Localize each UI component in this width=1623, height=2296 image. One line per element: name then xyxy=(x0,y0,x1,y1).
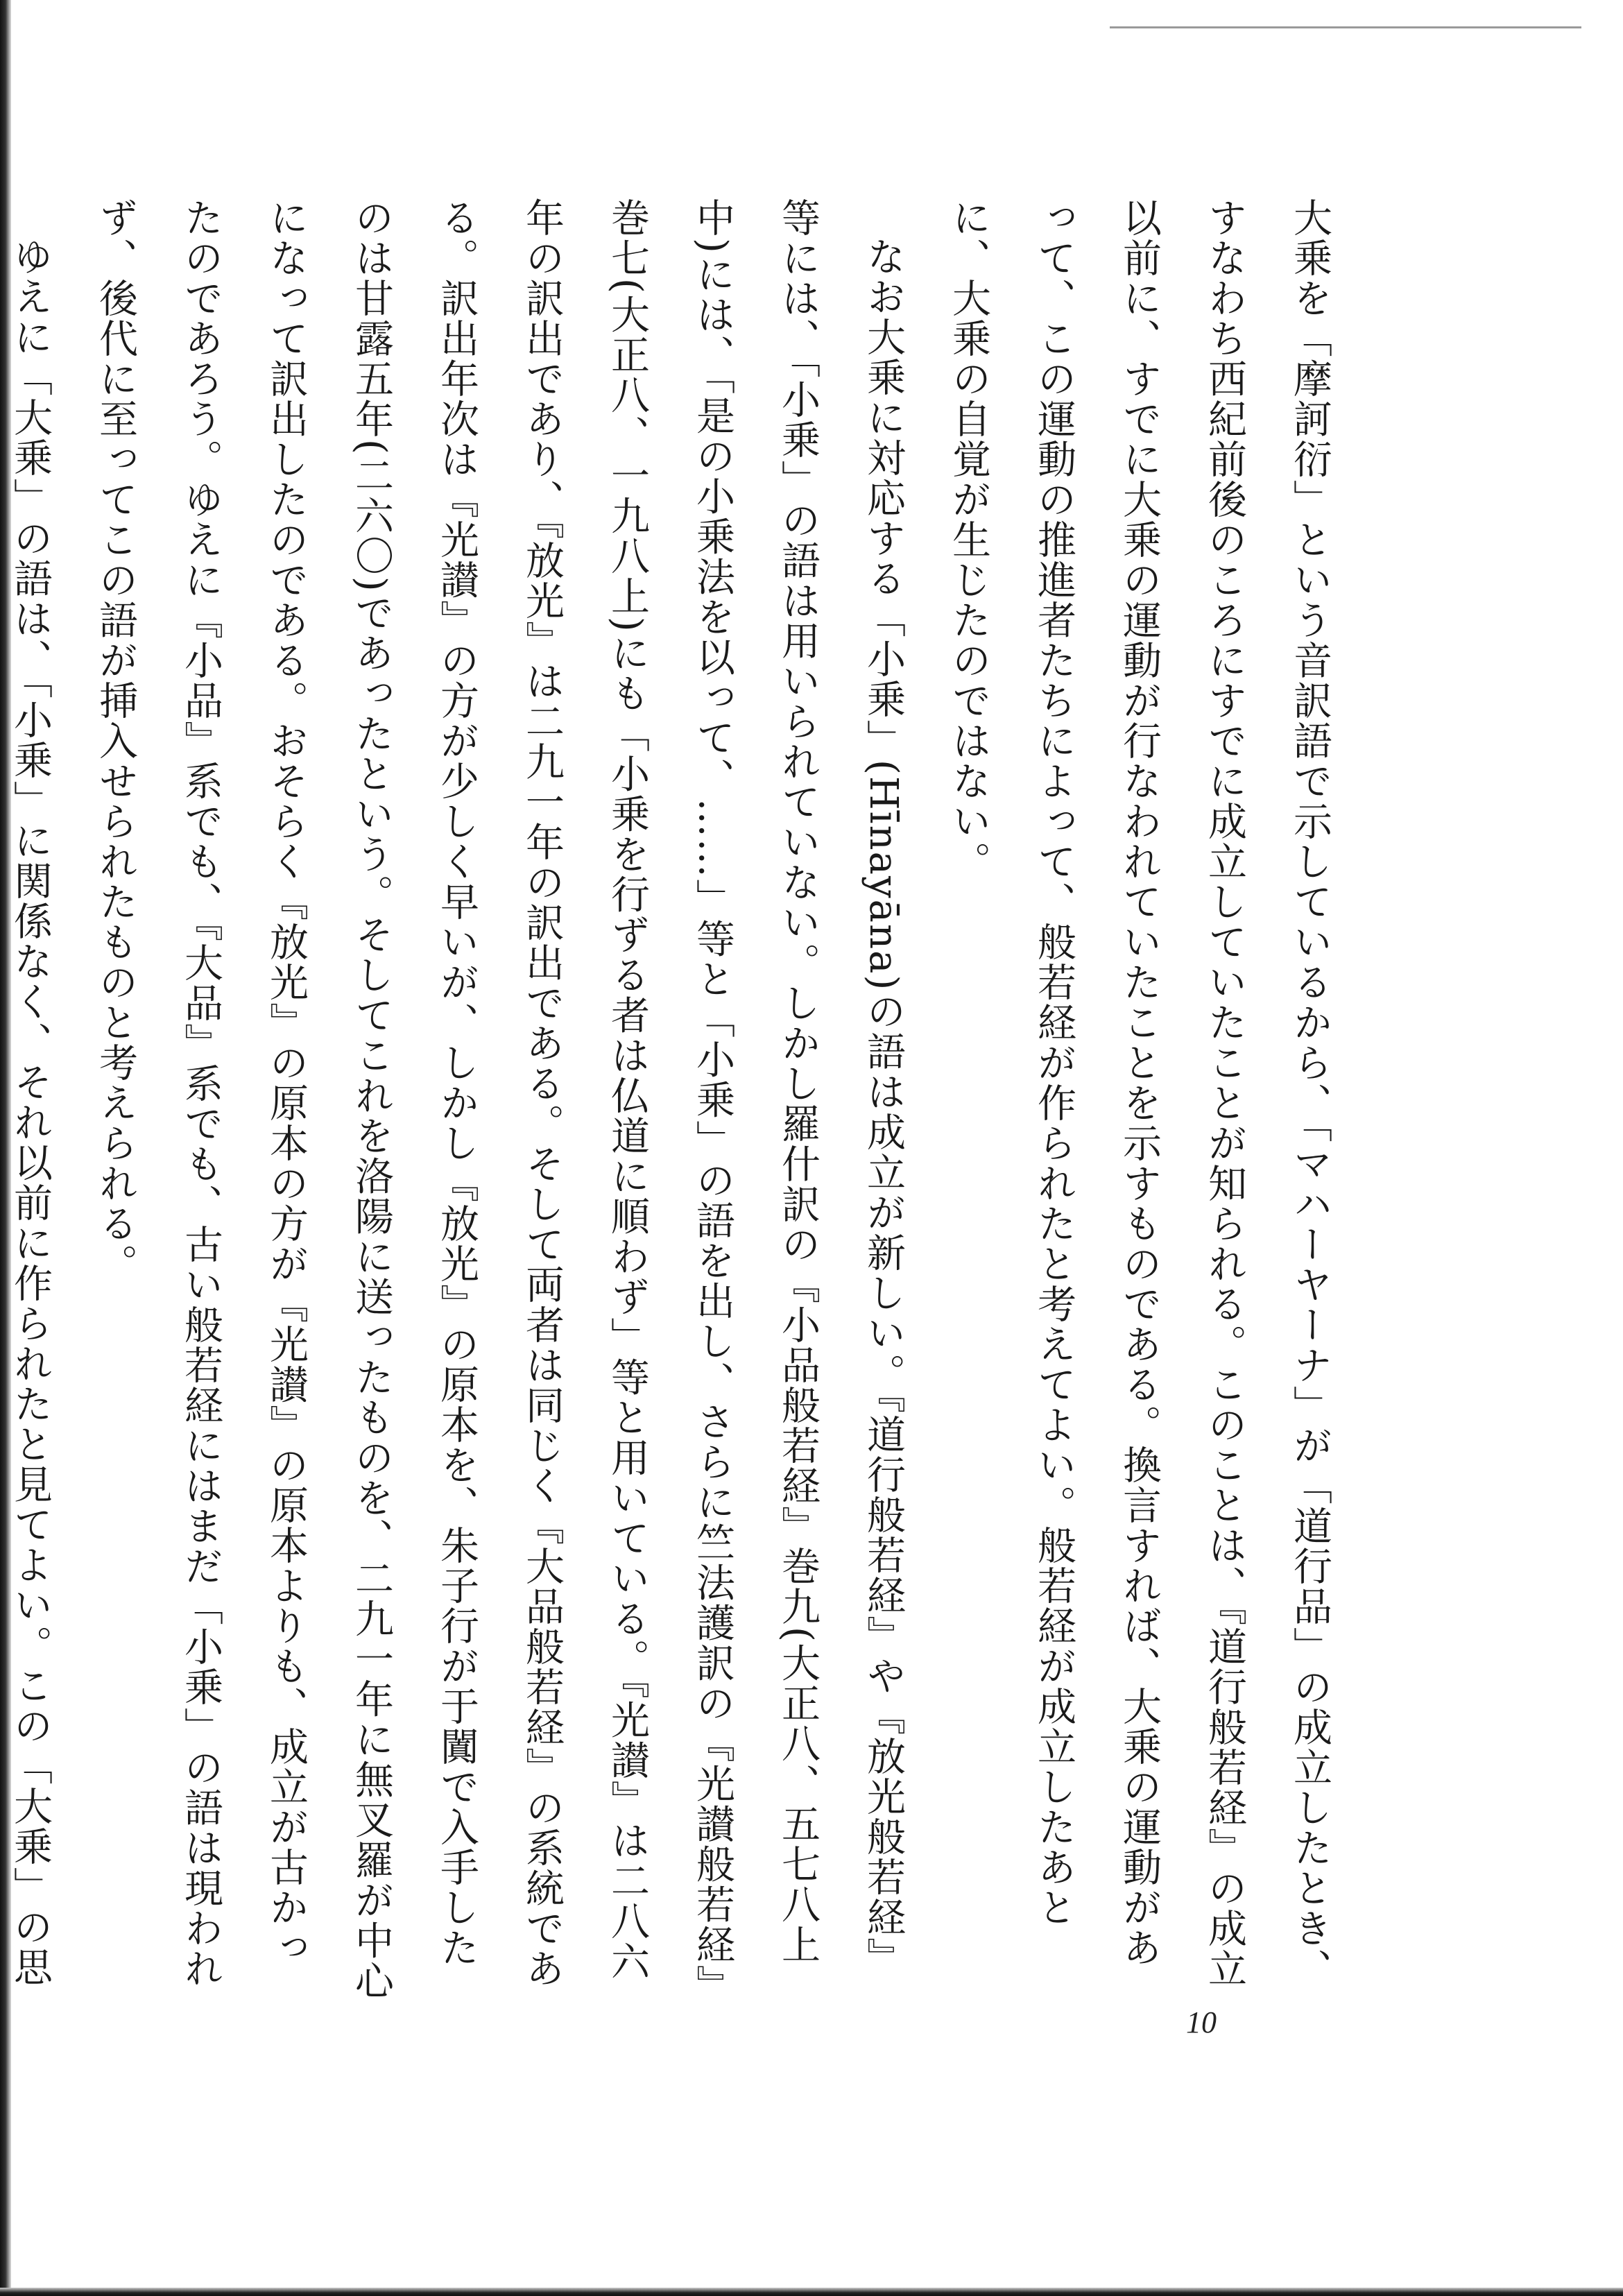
scan-bottom-edge xyxy=(0,2288,1623,2296)
scan-top-rule xyxy=(1110,26,1581,28)
page-number: 10 xyxy=(1186,2005,1217,2039)
vertical-body-text xyxy=(0,198,1352,2001)
paragraph-2: なお大乗に対応する「小乗」(Hīnayāna)の語は成立が新しい。『道行般若経』や『放光般若経』等には、「小乗」の語は用いられていない。しかし羅什訳の『小品般若経』巻九(大正八、五七八上中)には、「是の小乗法を以って、……」等と「小乗」の語を出し、さらに竺法護訳の『光讃般若経』巻七(大正八、一九八上)にも「小乗を行ずる者は仏道に順わず」等と用いている。『光讃』は二八六年の訳出であり、『放光』は二九一年の訳出である。そして両者は同じく『大品般若経』の系統である。訳出年次は『光讃』の方が少しく早いが、しかし『放光』の原本を、朱子行が于闐で入手したのは甘露五年(二六〇)であったという。そしてこれを洛陽に送ったものを、二九一年に無叉羅が中心になって訳出したのである。おそらく『放光』の原本の方が『光讃』の原本よりも、成立が古かったのであろう。ゆえに『小品』系でも、『大品』系でも、古い般若経にはまだ「小乗」の語は現われず、後代に至ってこの語が挿入せられたものと考えられる。 xyxy=(93,198,906,2001)
paragraph-1: 大乗を「摩訶衍」という音訳語で示しているから、「マハーヤーナ」が「道行品」の成立したとき、すなわち西紀前後のころにすでに成立していたことが知られる。このことは、『道行般若経』の成立以前に、すでに大乗の運動が行なわれていたことを示すものである。換言すれば、大乗の運動があって、この運動の推進者たちによって、般若経が作られたと考えてよい。般若経が成立したあとに、大乗の自覚が生じたのではない。 xyxy=(946,198,1332,1989)
paragraph-3: ゆえに「大乗」の語は、「小乗」に関係なく、それ以前に作られたと見てよい。この「大乗」の思 xyxy=(8,237,53,1987)
